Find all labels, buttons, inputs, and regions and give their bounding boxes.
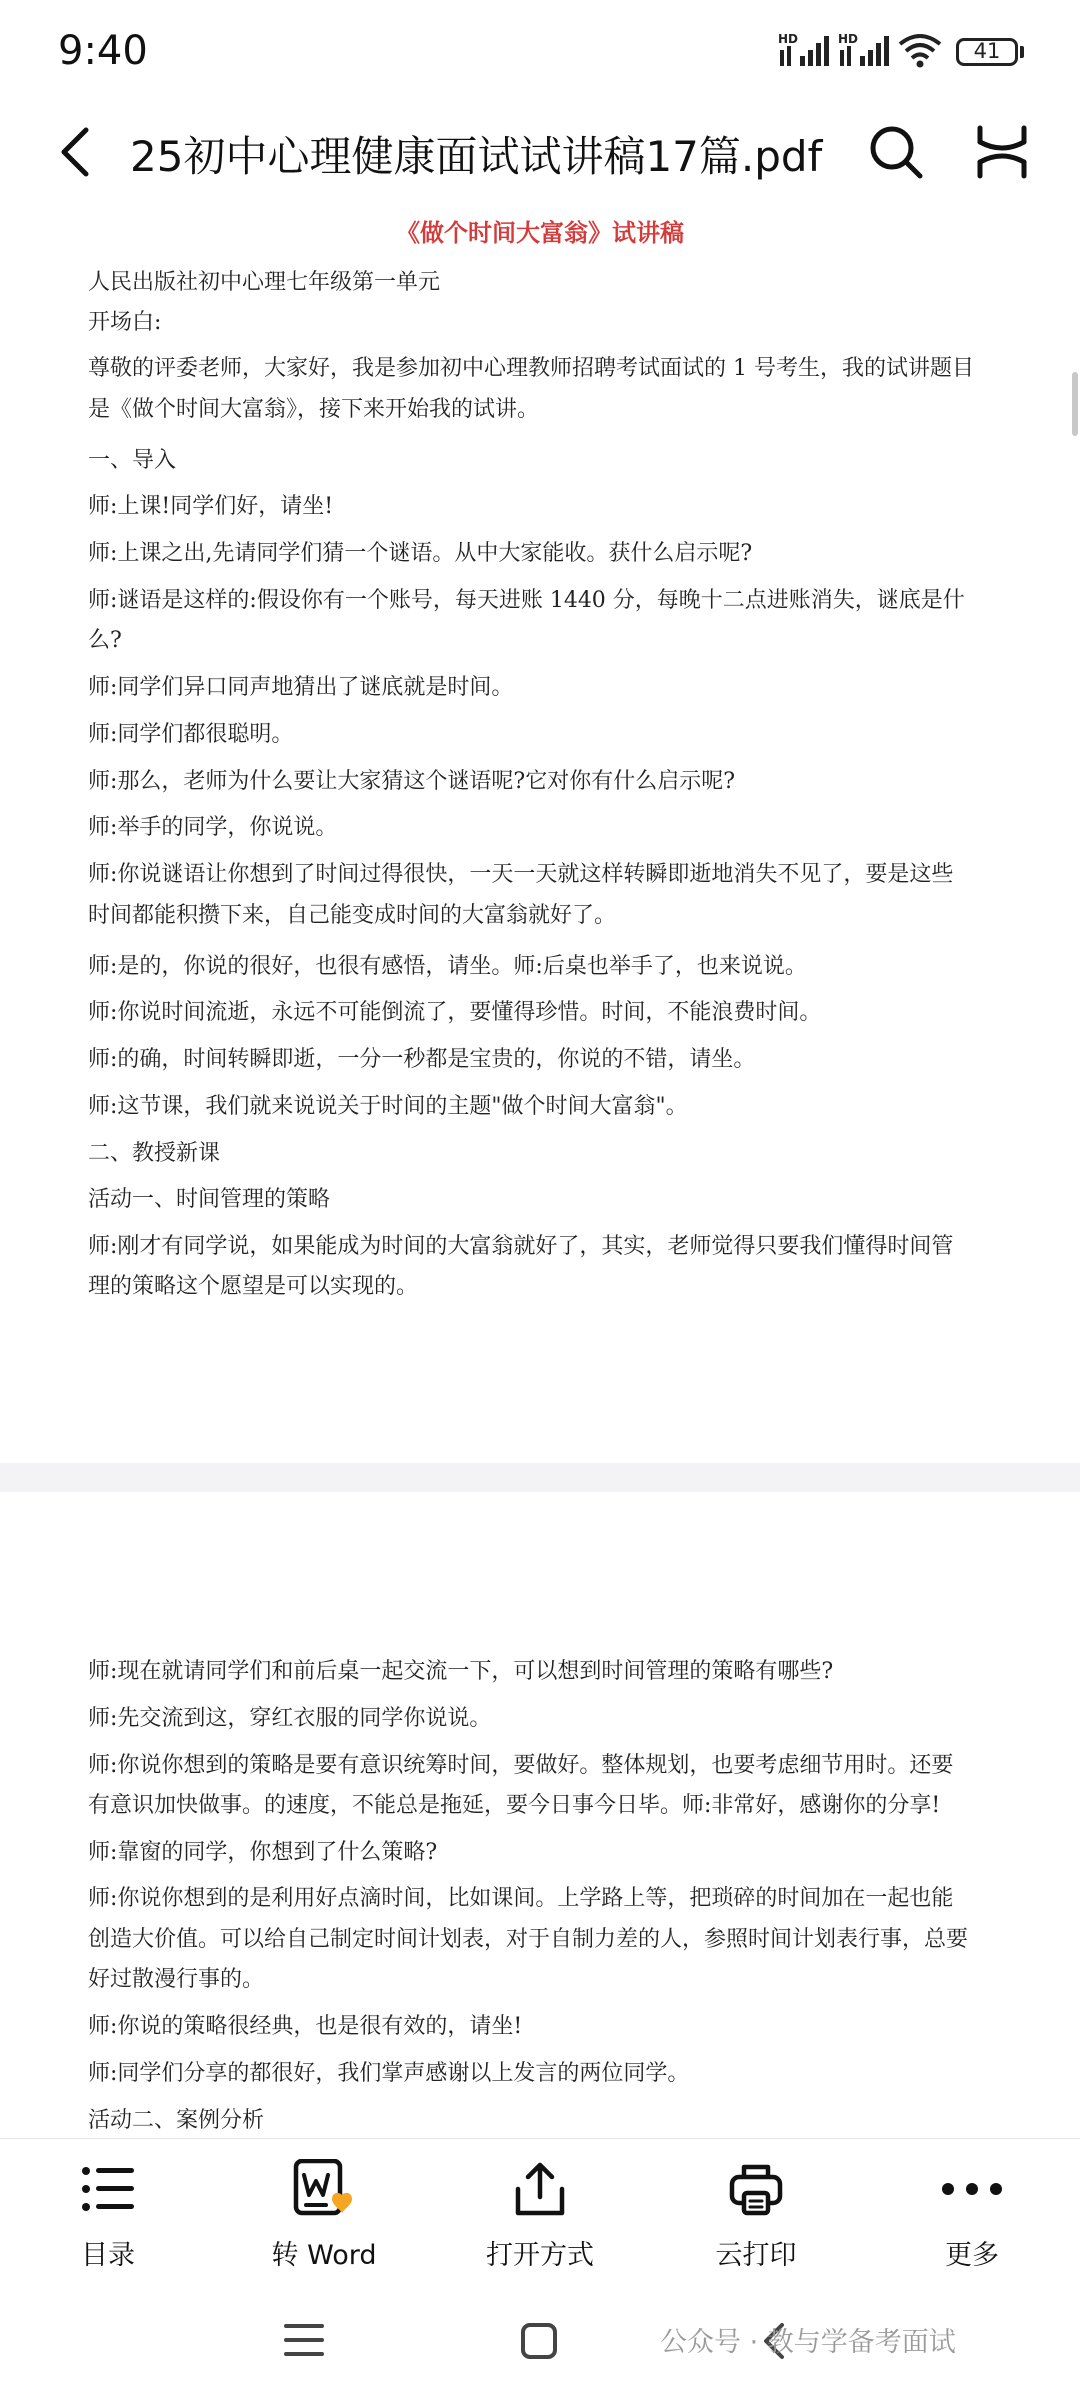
text-line: 师:同学们分享的都很好，我们掌声感谢以上发言的两位同学。 — [88, 2061, 690, 2086]
app-header — [0, 100, 1080, 205]
battery-level: 41 — [973, 39, 1001, 63]
back-icon[interactable] — [56, 124, 96, 180]
text-line: 师:你说时间流逝，永远不可能倒流了，要懂得珍惜。时间，不能浪费时间。 — [88, 1000, 822, 1025]
text-line: 二、教授新课 — [88, 1141, 221, 1166]
printer-icon — [728, 2161, 784, 2217]
page-title: 25初中心理健康面试试讲稿17篇.pdf — [130, 132, 823, 181]
system-nav-bar — [0, 2288, 1080, 2401]
text-line: 有意识加快做事。的速度，不能总是拖延，要今日事今日毕。师:非常好，感谢你的分享! — [88, 1793, 941, 1818]
battery-tip — [1020, 46, 1024, 58]
document-title: 《做个时间大富翁》试讲稿 — [396, 218, 684, 247]
text-line: 师:谜语是这样的:假设你有一个账号，每天进账 1440 分，每晚十二点进账消失，谜底是什 — [88, 588, 965, 613]
more-label: 更多 — [945, 2240, 999, 2271]
text-line: 师:那么，老师为什么要让大家猜这个谜语呢?它对你有什么启示呢? — [88, 769, 736, 794]
text-line: 师:举手的同学，你说说。 — [88, 815, 338, 840]
signal-label: HD — [778, 32, 799, 46]
text-line: 尊敬的评委老师，大家好，我是参加初中心理教师招聘考试面试的 1 号考生，我的试讲题目 — [88, 356, 974, 381]
text-line: 时间都能积攒下来，自己能变成时间的大富翁就好了。 — [88, 903, 617, 928]
text-line: 师:这节课，我们就来说说关于时间的主题"做个时间大富翁"。 — [88, 1094, 688, 1119]
more-icon — [941, 2182, 1003, 2196]
text-line: 师:是的，你说的很好，也很有感悟，请坐。师:后桌也举手了，也来说说。 — [88, 954, 807, 979]
text-line: 师:上课!同学们好，请坐! — [88, 494, 334, 519]
text-line: 么? — [88, 628, 122, 653]
menu-icon[interactable] — [284, 2322, 324, 2358]
text-line: 好过散漫行事的。 — [88, 1967, 265, 1992]
scrollbar-thumb[interactable] — [1072, 372, 1078, 436]
text-line: 师:现在就请同学们和前后桌一起交流一下，可以想到时间管理的策略有哪些? — [88, 1659, 834, 1684]
text-line: 师:你说谜语让你想到了时间过得很快，一天一天就这样转瞬即逝地消失不见了，要是这些 — [88, 862, 954, 887]
word-convert-icon — [292, 2159, 356, 2219]
bottom-toolbar — [0, 2138, 1080, 2289]
fullscreen-icon[interactable] — [974, 122, 1030, 182]
pdf-page — [0, 1492, 1080, 2138]
status-time: 9:40 — [58, 28, 148, 74]
signal-icon-2 — [838, 32, 890, 68]
share-icon — [512, 2159, 568, 2219]
open-with-button[interactable] — [450, 2157, 630, 2272]
cloud-print-button[interactable] — [666, 2157, 846, 2272]
text-line: 师:先交流到这，穿红衣服的同学你说说。 — [88, 1706, 492, 1731]
home-icon[interactable] — [520, 2322, 558, 2360]
text-line: 活动二、案例分析 — [88, 2108, 265, 2133]
toc-label: 目录 — [81, 2240, 135, 2271]
text-line: 师:你说你想到的策略是要有意识统筹时间，要做好。整体规划，也要考虑细节用时。还要 — [88, 1753, 954, 1778]
signal-label-2: HD — [838, 32, 859, 46]
text-line: 是《做个时间大富翁》，接下来开始我的试讲。 — [88, 397, 540, 422]
wifi-icon — [896, 32, 944, 68]
toc-button[interactable] — [18, 2157, 198, 2272]
pdf-page — [0, 205, 1080, 1463]
convert-word-label: 转 Word — [271, 2240, 377, 2271]
battery-icon — [956, 38, 1018, 66]
open-with-label: 打开方式 — [486, 2240, 594, 2271]
text-line: 师:同学们都很聪明。 — [88, 722, 294, 747]
text-line: 师:刚才有同学说，如果能成为时间的大富翁就好了，其实，老师觉得只要我们懂得时间管 — [88, 1234, 954, 1259]
status-bar — [0, 0, 1080, 100]
search-icon[interactable] — [866, 122, 926, 182]
text-line: 理的策略这个愿望是可以实现的。 — [88, 1274, 419, 1299]
document-viewer[interactable] — [0, 205, 1080, 2138]
signal-icon — [778, 32, 830, 68]
text-line: 师:靠窗的同学，你想到了什么策略? — [88, 1840, 438, 1865]
text-line: 人民出版社初中心理七年级第一单元 — [88, 270, 441, 295]
text-line: 师:的确，时间转瞬即逝，一分一秒都是宝贵的，你说的不错，请坐。 — [88, 1047, 756, 1072]
convert-word-button[interactable] — [234, 2157, 414, 2272]
text-line: 师:同学们异口同声地猜出了谜底就是时间。 — [88, 675, 514, 700]
watermark-text: 公众号 · 教与学备考面试 — [660, 2327, 956, 2358]
text-line: 师:你说的策略很经典，也是很有效的，请坐! — [88, 2014, 523, 2039]
text-line: 开场白: — [88, 310, 162, 335]
text-line: 师:你说你想到的是利用好点滴时间，比如课间。上学路上等，把琐碎的时间加在一起也能 — [88, 1886, 954, 1911]
more-button[interactable] — [882, 2157, 1062, 2272]
text-line: 活动一、时间管理的策略 — [88, 1187, 331, 1212]
text-line: 一、导入 — [88, 448, 177, 473]
text-line: 创造大价值。可以给自己制定时间计划表，对于自制力差的人，参照时间计划表行事，总要 — [88, 1927, 969, 1952]
list-icon — [80, 2163, 136, 2215]
text-line: 师:上课之出,先请同学们猜一个谜语。从中大家能收。获什么启示呢? — [88, 541, 753, 566]
cloud-print-label: 云打印 — [715, 2240, 797, 2271]
